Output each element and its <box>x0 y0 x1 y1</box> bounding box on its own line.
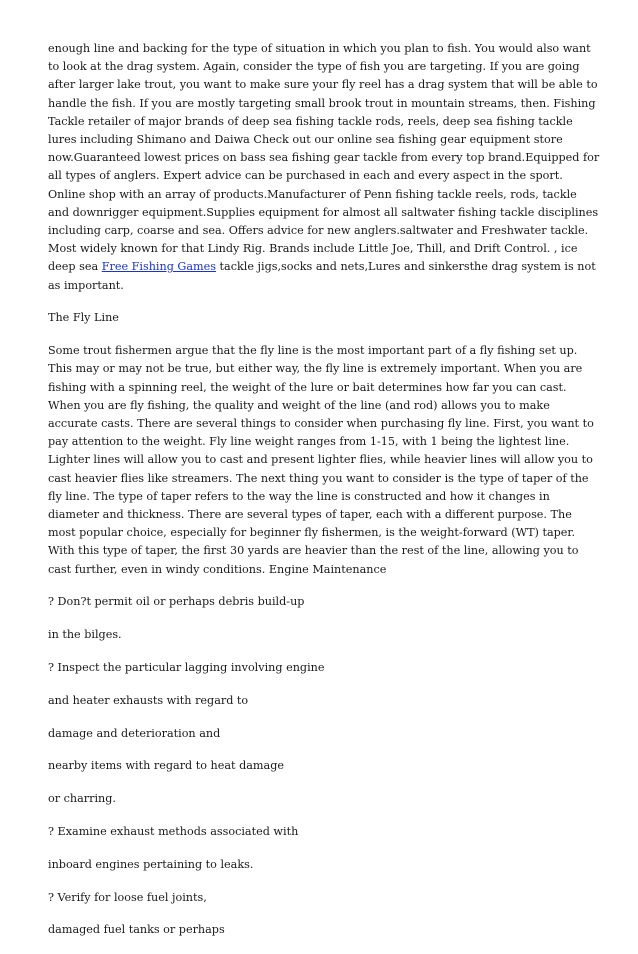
list-line: nearby items with regard to heat damage <box>48 759 284 773</box>
list-line: damaged fuel tanks or perhaps <box>48 923 225 937</box>
list-line: in the bilges. <box>48 628 122 642</box>
paragraph-text: enough line and backing for the type of situation in which you plan to fish. You would also want to look at the drag system. Again, consider the type of fish you are targeting. If you are going after larger lake trout, you want to make sure your fly reel has a drag system that will be able to handle the fish. If you are mostly targeting small brook trout in mountain streams, then. Fishing Tackle retailer of major brands of deep sea fishing tackle rods, reels, deep sea fishing tackle lures including Shimano and Daiwa Check out our online sea fishing gear equipment store now.Guaranteed lowest prices on bass sea fishing gear tackle from every top brand.Equipped for all types of anglers. Expert advice can be purchased in each and every aspect in the sport. Online shop with an array of products.Manufacturer of Penn fishing tackle reels, rods, tackle and downrigger equipment.Supplies equipment for almost all saltwater fishing tackle disciplines including carp, coarse and sea. Offers advice for new anglers.saltwater and Freshwater tackle. Most widely known for that Lindy Rig. Brands include Little Joe, Thill, and Drift Control. , ice deep sea <box>48 42 600 274</box>
list-line: or charring. <box>48 792 116 806</box>
list-line: and heater exhausts with regard to <box>48 693 249 707</box>
free-fishing-games-link[interactable]: Free Fishing Games <box>101 260 216 274</box>
body-paragraph-tackle <box>48 40 600 295</box>
paragraph-text-continued: tackle jigs,socks and nets,Lures and sinkersthe drag system is not as important. <box>48 260 596 292</box>
list-line: ? Don?t permit oil or perhaps debris build-up <box>48 595 305 609</box>
document-page <box>48 40 600 954</box>
list-line: ? Verify for loose fuel joints, <box>48 890 207 904</box>
list-line: ? Inspect the particular lagging involving engine <box>48 661 325 675</box>
body-paragraph-fly-line: Some trout fishermen argue that the fly line is the most important part of a fly fishing set up. This may or may not be true, but either way, the fly line is extremely important. When you are fishing with a spinning reel, the weight of the lure or bait determines how far you can cast. When you are fly fishing, the quality and weight of the line (and rod) allows you to make accurate casts. There are several things to consider when purchasing fly line. First, you want to pay attention to the weight. Fly line weight ranges from 1-15, with 1 being the lightest line. Lighter lines will allow you to cast and present lighter flies, while heavier lines will allow you to cast heavier flies like streamers. The next thing you want to consider is the type of taper of the fly line. The type of taper refers to the way the line is constructed and how it changes in diameter and thickness. There are several types of taper, each with a different purpose. The most popular choice, especially for beginner fly fishermen, is the weight-forward (WT) taper. With this type of taper, the first 30 yards are heavier than the rest of the line, allowing you to cast further, even in windy conditions. Engine Maintenance <box>48 344 594 576</box>
section-heading-fly-line: The Fly Line <box>48 311 119 325</box>
list-line: damage and deterioration and <box>48 726 221 740</box>
list-line: ? Examine exhaust methods associated with <box>48 825 299 839</box>
list-line: inboard engines pertaining to leaks. <box>48 857 254 871</box>
